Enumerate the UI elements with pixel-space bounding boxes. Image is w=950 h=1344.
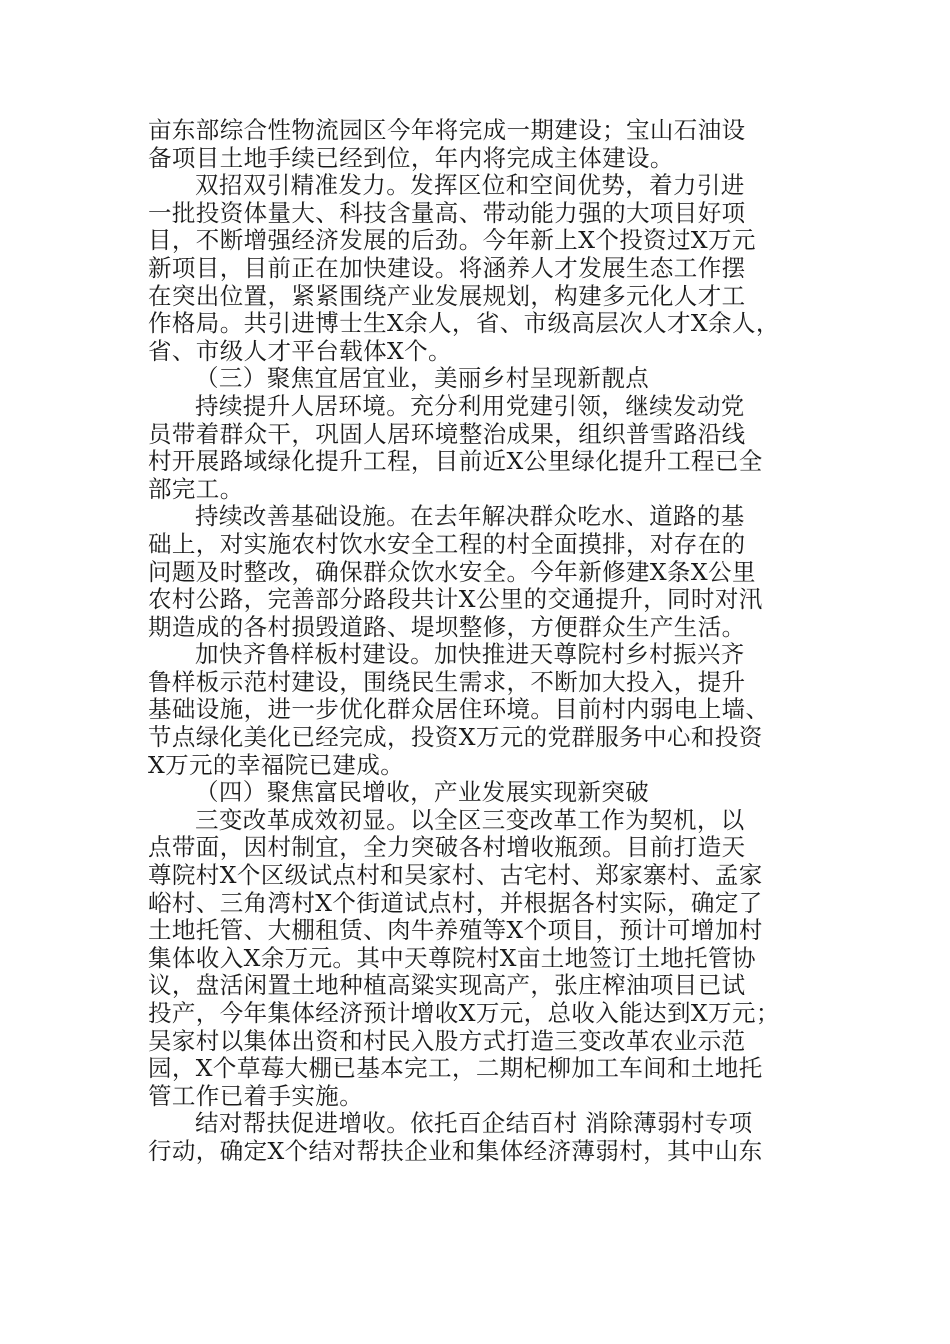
- section-heading: （三）聚焦宜居宜业，美丽乡村呈现新靓点: [195, 364, 650, 393]
- paragraph-start-line: 持续提升人居环境。充分利用党建引领，继续发动党: [195, 391, 745, 420]
- text-line: 土地托管、大棚租赁、肉牛养殖等X个项目，预计可增加村: [148, 916, 763, 945]
- text-line: 一批投资体量大、科技含量高、带动能力强的大项目好项: [148, 198, 746, 227]
- paragraph-start-line: 双招双引精准发力。发挥区位和空间优势，着力引进: [195, 171, 745, 200]
- text-line: 峪村、三角湾村X个街道试点村，并根据各村实际，确定了: [148, 888, 763, 917]
- text-line: 员带着群众干，巩固人居环境整治成果，组织普雪路沿线: [148, 419, 746, 448]
- text-line: 作格局。共引进博士生X余人，省、市级高层次人才X余人，: [148, 309, 780, 338]
- text-line: 议，盘活闲置土地种植高粱实现高产，张庄榨油项目已试: [148, 971, 746, 1000]
- text-line: 问题及时整改，确保群众饮水安全。今年新修建X条X公里: [148, 557, 756, 586]
- text-line: 尊院村X个区级试点村和吴家村、古宅村、郑家寨村、孟家: [148, 861, 763, 890]
- paragraph-start-line: 结对帮扶促进增收。依托百企结百村 消除薄弱村专项: [195, 1109, 753, 1138]
- document-page: [148, 117, 820, 1166]
- text-line: 节点绿化美化已经完成，投资X万元的党群服务中心和投资: [148, 723, 763, 752]
- text-line: 期造成的各村损毁道路、堤坝整修，方便群众生产生活。: [148, 612, 746, 641]
- text-line: 省、市级人才平台载体X个。: [148, 336, 452, 365]
- text-line: 鲁样板示范村建设，围绕民生需求，不断加大投入，提升: [148, 667, 746, 696]
- section-heading: （四）聚焦富民增收，产业发展实现新突破: [195, 778, 650, 807]
- paragraph-start-line: 持续改善基础设施。在去年解决群众吃水、道路的基: [195, 502, 745, 531]
- text-line: 行动，确定X个结对帮扶企业和集体经济薄弱村，其中山东: [148, 1136, 763, 1165]
- text-line: 础上，对实施农村饮水安全工程的村全面摸排，对存在的: [148, 529, 746, 558]
- text-line: 亩东部综合性物流园区今年将完成一期建设；宝山石油设: [148, 116, 746, 144]
- text-line: 在突出位置，紧紧围绕产业发展规划，构建多元化人才工: [148, 281, 746, 310]
- text-line: 基础设施，进一步优化群众居住环境。目前村内弱电上墙、: [148, 695, 770, 724]
- text-line: 农村公路，完善部分路段共计X公里的交通提升，同时对汛: [148, 585, 763, 614]
- text-line: 吴家村以集体出资和村民入股方式打造三变改革农业示范: [148, 1026, 746, 1055]
- text-line: 园，X个草莓大棚已基本完工，二期杞柳加工车间和土地托: [148, 1054, 763, 1083]
- text-line: 点带面，因村制宜，全力突破各村增收瓶颈。目前打造天: [148, 833, 746, 862]
- paragraph-start-line: 加快齐鲁样板村建设。加快推进天尊院村乡村振兴齐: [195, 640, 745, 669]
- text-line: 投产，今年集体经济预计增收X万元，总收入能达到X万元；: [148, 999, 780, 1027]
- text-line: 目，不断增强经济发展的后劲。今年新上X个投资过X万元: [148, 226, 756, 255]
- paragraph-start-line: 三变改革成效初显。以全区三变改革工作为契机，以: [195, 805, 745, 834]
- text-line: 集体收入X余万元。其中天尊院村X亩土地签订土地托管协: [148, 943, 756, 972]
- text-line: 新项目，目前正在加快建设。将涵养人才发展生态工作摆: [148, 253, 746, 282]
- text-line: 部完工。: [148, 474, 244, 503]
- text-line: 村开展路域绿化提升工程，目前近X公里绿化提升工程已全: [148, 447, 763, 476]
- text-line: 备项目土地手续已经到位，年内将完成主体建设。: [148, 143, 674, 172]
- text-line: 管工作已着手实施。: [148, 1081, 364, 1110]
- text-line: X万元的幸福院已建成。: [148, 750, 405, 779]
